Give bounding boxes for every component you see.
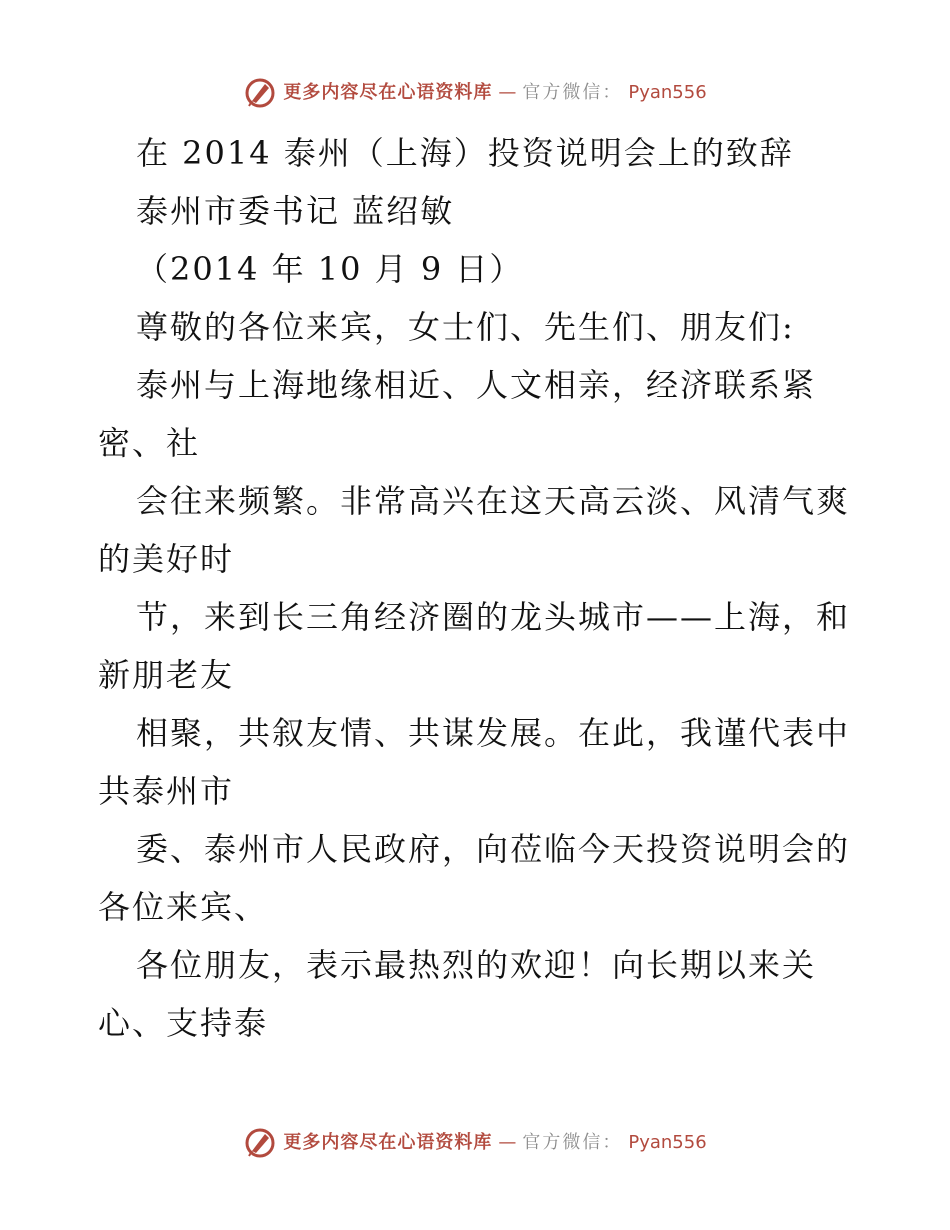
text-line: 各位朋友，表示最热烈的欢迎！向长期以来关 — [136, 946, 817, 984]
text-line: 各位来宾、 — [98, 888, 269, 926]
footer-watermark — [0, 1126, 950, 1160]
text-line: 泰州与上海地缘相近、人文相亲，经济联系紧 — [136, 366, 817, 404]
text-line: 的美好时 — [98, 540, 235, 578]
quill-pen-circle-icon — [243, 1126, 277, 1160]
document-body — [98, 124, 858, 1052]
document-title: 在 2014 泰州（上海）投资说明会上的致辞 — [136, 134, 794, 172]
text-line: 心、支持泰 — [98, 1004, 269, 1042]
watermark-wechat-id: Pyan556 — [628, 1132, 707, 1153]
watermark-wechat-id: Pyan556 — [628, 82, 707, 103]
watermark-sub-text: 官方微信： — [522, 1132, 623, 1153]
text-line: 节，来到长三角经济圈的龙头城市——上海，和 — [136, 598, 851, 636]
text-line: 相聚，共叙友情、共谋发展。在此，我谨代表中 — [136, 714, 851, 752]
text-line: 会往来频繁。非常高兴在这天高云淡、风清气爽 — [136, 482, 851, 520]
text-line: 委、泰州市人民政府，向莅临今天投资说明会的 — [136, 830, 851, 868]
watermark-dash: — — [498, 82, 517, 103]
watermark-dash: — — [498, 1132, 517, 1153]
watermark-main-text: 更多内容尽在心语资料库 — [283, 1132, 493, 1153]
quill-pen-circle-icon — [243, 76, 277, 110]
watermark-sub-text: 官方微信： — [522, 82, 623, 103]
text-line: 泰州市委书记 蓝绍敏 — [136, 192, 455, 230]
watermark-main-text: 更多内容尽在心语资料库 — [283, 82, 493, 103]
text-line: （2014 年 10 月 9 日） — [136, 250, 524, 288]
text-line: 新朋老友 — [98, 656, 235, 694]
text-line: 共泰州市 — [98, 772, 235, 810]
text-line: 尊敬的各位来宾，女士们、先生们、朋友们: — [136, 308, 795, 346]
text-line: 密、社 — [98, 424, 201, 462]
header-watermark — [0, 76, 950, 110]
